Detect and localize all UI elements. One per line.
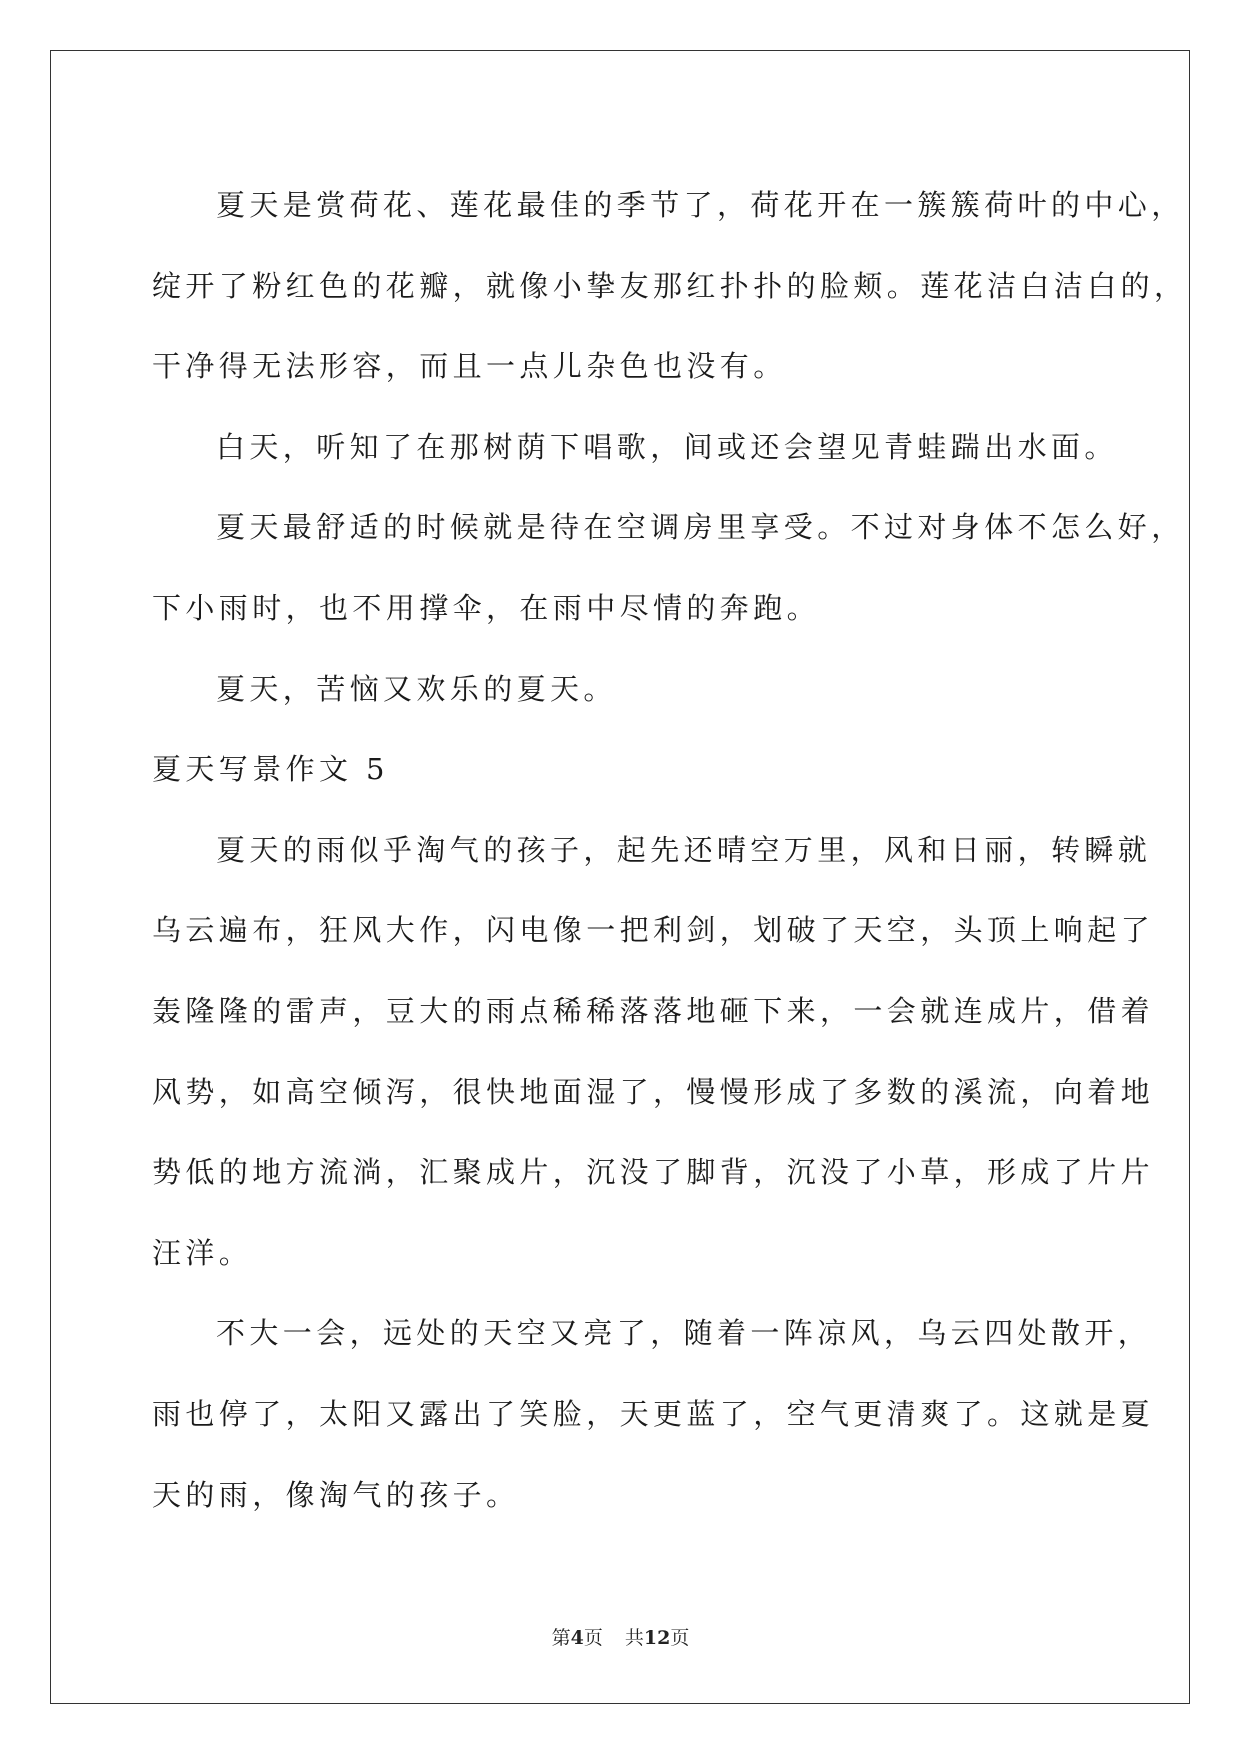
total-page-count: 12	[643, 1627, 671, 1649]
paragraph	[152, 165, 1188, 407]
text-line: 夏天是赏荷花、莲花最佳的季节了，荷花开在一簇簇荷叶的中心，	[216, 188, 1185, 222]
paragraph	[152, 649, 1092, 730]
text-line: 夏天，苦恼又欢乐的夏天。	[216, 671, 617, 706]
text-line: 天的雨，像淘气的孩子。	[152, 1477, 520, 1512]
document-body	[152, 165, 1188, 1535]
paragraph	[152, 1293, 1155, 1535]
text-line: 夏天最舒适的时候就是待在空调房里享受。不过对身体不怎么好，	[216, 510, 1185, 545]
text-line: 汪洋。	[152, 1235, 253, 1270]
text-line: 不大一会，远处的天空又亮了，随着一阵凉风，乌云四处散开，	[216, 1316, 1152, 1351]
total-suffix: 页	[670, 1627, 690, 1649]
page-prefix: 第	[551, 1627, 571, 1649]
text-line: 下小雨时，也不用撑伞，在雨中尽情的奔跑。	[152, 590, 821, 625]
text-line: 乌云遍布，狂风大作，闪电像一把利剑，划破了天空，头顶上响起了	[152, 913, 1155, 948]
text-line: 雨也停了，太阳又露出了笑脸，天更蓝了，空气更清爽了。这就是夏	[152, 1396, 1155, 1431]
text-line: 势低的地方流淌，汇聚成片，沉没了脚背，沉没了小草，形成了片片	[152, 1155, 1155, 1190]
paragraph	[152, 407, 1118, 488]
text-line: 夏天的雨似乎淘气的孩子，起先还晴空万里，风和日丽，转瞬就	[216, 832, 1152, 867]
text-line: 干净得无法形容，而且一点儿杂色也没有。	[152, 349, 787, 384]
paragraph	[152, 487, 1185, 648]
total-prefix: 共	[624, 1627, 644, 1649]
current-page-number: 4	[570, 1627, 584, 1649]
paragraph	[152, 810, 1155, 1294]
section-heading	[152, 729, 1092, 810]
heading-text: 夏天写景作文 5	[152, 752, 389, 787]
page-suffix: 页	[583, 1627, 603, 1649]
text-line: 轰隆隆的雷声，豆大的雨点稀稀落落地砸下来，一会就连成片，借着	[152, 993, 1155, 1028]
text-line: 风势，如高空倾泻，很快地面湿了，慢慢形成了多数的溪流，向着地	[152, 1074, 1155, 1109]
text-line: 白天，听知了在那树荫下唱歌，间或还会望见青蛙踹出水面。	[216, 429, 1118, 464]
page-footer	[0, 1623, 1241, 1650]
text-line: 绽开了粉红色的花瓣，就像小挚友那红扑扑的脸颊。莲花洁白洁白的，	[152, 268, 1188, 303]
